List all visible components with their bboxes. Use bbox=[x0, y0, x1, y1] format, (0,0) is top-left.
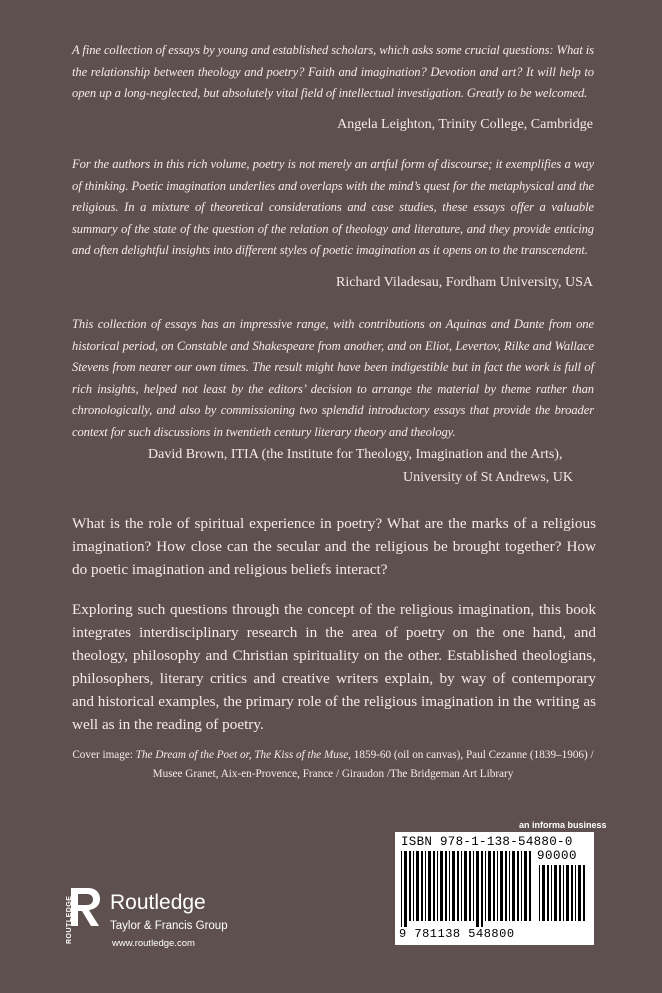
publisher-name: Routledge bbox=[110, 891, 206, 914]
publisher-url: www.routledge.com bbox=[112, 938, 195, 949]
barcode-digits: 9 781138 548800 bbox=[399, 927, 515, 941]
description-paragraph-1: What is the role of spiritual experience in poetry? What are the marks of a religious imagination? How close can the secular and the religious be brought together? How do poetic imagination and religious beliefs interact? bbox=[72, 515, 596, 578]
endorsement-quote-2: For the authors in this rich volume, poetry is not merely an artful form of discourse; it exemplifies a way of thinking. Poetic imagination underlies and overlaps with the mind’s quest for the metaphysical and the religious. In a mixture of theoretical considerations and case studies, these essays offer a valuable summary of the state of the question of the relation of theology and literature, and they provide enticing and often delightful insights into different styles of poetic imagination as it opens on to the transcendent. bbox=[72, 157, 594, 258]
cover-credit-rest: 1859-60 (oil on canvas), Paul Cezanne (1839–1906) / bbox=[350, 749, 594, 761]
description-paragraph-2: Exploring such questions through the concept of the religious imagination, this book integrates interdisciplinary research in the area of poetry on the one hand, and theology, philosophy and Christian spirituality on the other. Established theologians, philosophers, literary critics and creative writers explain, by way of contemporary and historical examples, the primary role of the religious imagination in the writing as well as in the reading of poetry. bbox=[72, 601, 596, 733]
cover-credit bbox=[60, 746, 606, 784]
endorsement-author-1: Angela Leighton, Trinity College, Cambridge bbox=[337, 117, 593, 132]
informa-tagline: an informa business bbox=[519, 820, 607, 830]
isbn-barcode bbox=[395, 832, 594, 945]
publisher-group: Taylor & Francis Group bbox=[110, 920, 228, 932]
routledge-vertical-text: ROUTLEDGE bbox=[66, 895, 73, 944]
endorsement-author-3-line1: David Brown, ITIA (the Institute for Theology, Imagination and the Arts), bbox=[148, 447, 563, 462]
cover-credit-line2: Musee Granet, Aix-en-Provence, France / Giraudon /The Bridgeman Art Library bbox=[152, 768, 514, 780]
addon-bars bbox=[539, 865, 587, 927]
price-code: 90000 bbox=[537, 849, 578, 863]
endorsement-quote-3: This collection of essays has an impressive range, with contributions on Aquinas and Dante from one historical period, on Constable and Shakespeare from another, and on Eliot, Levertov, Rilke and Wallace Stevens from nearer our own times. The result might have been indigestible but in fact the work is full of rich insights, helped not least by the editors’ decision to arrange the material by theme rather than chronologically, and also by commissioning two splendid introductory essays that provide the broader context for such discussions in twentieth century literary theory and theology. bbox=[72, 317, 594, 439]
endorsement-author-2: Richard Viladesau, Fordham University, USA bbox=[336, 275, 593, 290]
cover-credit-prefix: Cover image: bbox=[72, 749, 136, 761]
cover-credit-title: The Dream of the Poet or, The Kiss of the Muse, bbox=[135, 749, 351, 761]
endorsement-quote-1: A fine collection of essays by young and established scholars, which asks some crucial questions: What is the relationship between theology and poetry? Faith and imagination? Devotion and art? It will help to open up a long-neglected, but absolutely vital field of intellectual investigation. Greatly to be welcomed. bbox=[72, 43, 594, 101]
ean-bars bbox=[401, 851, 531, 927]
endorsement-author-3-line2: University of St Andrews, UK bbox=[403, 470, 573, 485]
isbn-number: ISBN 978-1-138-54880-0 bbox=[401, 835, 573, 849]
